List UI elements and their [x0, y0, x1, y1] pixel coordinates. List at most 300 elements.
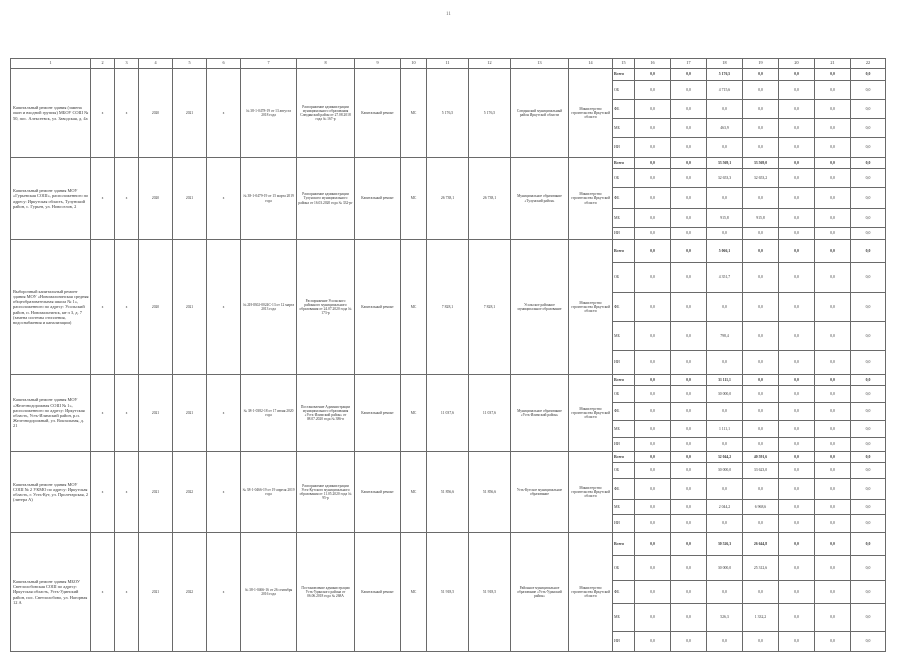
funding-value-cell: 0,0: [815, 463, 851, 479]
object-field-cell: 5 176,5: [469, 69, 511, 158]
funding-value-cell: 30 000,0: [707, 386, 743, 403]
funding-source-label: ИИ: [613, 228, 635, 240]
object-field-cell: Муниципальное образование «Усть-Илимский район»: [511, 375, 569, 452]
funding-value-cell: 0,0: [779, 263, 815, 293]
object-field-cell: х: [91, 240, 115, 375]
header-cell: 2: [91, 59, 115, 69]
funding-value-cell: 0,0: [743, 100, 779, 119]
funding-value-cell: 0,0: [851, 515, 886, 533]
funding-source-label: ОБ: [613, 463, 635, 479]
funding-value-cell: 0,0: [779, 632, 815, 652]
header-cell: 1: [11, 59, 91, 69]
funding-value-cell: 0,0: [635, 632, 671, 652]
object-field-cell: х: [115, 240, 139, 375]
object-field-cell: 2021: [173, 69, 207, 158]
funding-value-cell: 0,0: [851, 403, 886, 421]
funding-value-cell: 0,0: [851, 263, 886, 293]
funding-value-cell: 0,0: [635, 69, 671, 81]
funding-value-cell: 0,0: [743, 81, 779, 100]
funding-value-cell: 0,0: [707, 581, 743, 604]
funding-value-cell: 0,0: [851, 293, 886, 322]
object-field-cell: х: [91, 533, 115, 652]
funding-value-cell: 0,0: [779, 386, 815, 403]
funding-value-cell: 5 176,5: [707, 69, 743, 81]
funding-value-cell: 0,0: [743, 138, 779, 158]
object-name-cell: Капитальный ремонт здания МБОУ Светлолобовская СОШ по адресу: Иркутская область, Усть-Удинский район, пос. Светлолобово, ул. Нагорная 12 А: [11, 533, 91, 652]
header-cell: 4: [139, 59, 173, 69]
funding-value-cell: 0,0: [815, 81, 851, 100]
funding-value-cell: 0,0: [635, 119, 671, 138]
object-field-cell: х: [207, 452, 241, 533]
funding-value-cell: 0,0: [671, 240, 707, 263]
funding-source-label: МБ: [613, 119, 635, 138]
funding-value-cell: 0,0: [779, 479, 815, 500]
funding-value-cell: 30 000,0: [707, 556, 743, 581]
funding-source-label: Всего: [613, 69, 635, 81]
object-field-cell: № 38-1-0466-16 от 26 сентября 2016 года: [241, 533, 297, 652]
funding-value-cell: 0,0: [779, 515, 815, 533]
funding-value-cell: 0,0: [635, 293, 671, 322]
funding-value-cell: 0,0: [671, 158, 707, 169]
funding-value-cell: 0,0: [851, 386, 886, 403]
funding-value-cell: 0,0: [815, 293, 851, 322]
funding-source-label: МБ: [613, 500, 635, 515]
funding-value-cell: 0,0: [707, 438, 743, 452]
funding-value-cell: 1 111,1: [707, 421, 743, 438]
funding-value-cell: 0,0: [635, 322, 671, 351]
object-field-cell: х: [207, 533, 241, 652]
object-field-cell: 26 738,1: [427, 158, 469, 240]
funding-value-cell: 0,0: [635, 100, 671, 119]
object-field-cell: Постановление Администрации муниципального образования «Усть-Илимский район» от 08.07.2020 года № 386-п: [297, 375, 355, 452]
funding-value-cell: 0,0: [635, 452, 671, 463]
object-field-cell: Министерство строительства Иркутской области: [569, 69, 613, 158]
funding-value-cell: 0,0: [635, 403, 671, 421]
funding-value-cell: 0,0: [851, 188, 886, 209]
funding-value-cell: 33 569,0: [743, 158, 779, 169]
funding-value-cell: 0,0: [779, 169, 815, 188]
object-field-cell: МС: [401, 375, 427, 452]
object-field-cell: Распоряжение администрации муниципального образования Слюдянский район от 27.08.2018 года № 167-р: [297, 69, 355, 158]
funding-value-cell: 0,0: [779, 293, 815, 322]
funding-value-cell: 0,0: [779, 351, 815, 375]
header-cell: 8: [297, 59, 355, 69]
object-field-cell: х: [91, 158, 115, 240]
funding-value-cell: 0,0: [851, 138, 886, 158]
funding-source-label: ИИ: [613, 138, 635, 158]
funding-value-cell: 0,0: [851, 69, 886, 81]
funding-value-cell: 0,0: [635, 581, 671, 604]
funding-source-label: ФБ: [613, 188, 635, 209]
funding-value-cell: 0,0: [851, 209, 886, 228]
funding-value-cell: 33 569,1: [707, 158, 743, 169]
funding-value-cell: 0,0: [671, 322, 707, 351]
funding-value-cell: 0,0: [815, 452, 851, 463]
funding-value-cell: 0,0: [635, 438, 671, 452]
funding-source-label: ФБ: [613, 581, 635, 604]
funding-value-cell: 0,0: [671, 228, 707, 240]
funding-value-cell: 0,0: [635, 386, 671, 403]
funding-value-cell: 0,0: [851, 322, 886, 351]
object-field-cell: Министерство строительства Иркутской области: [569, 452, 613, 533]
funding-value-cell: 0,0: [779, 228, 815, 240]
funding-value-cell: 0,0: [815, 240, 851, 263]
funding-value-cell: 0,0: [707, 351, 743, 375]
funding-value-cell: 798,4: [707, 322, 743, 351]
funding-value-cell: 0,0: [743, 188, 779, 209]
funding-value-cell: 0,0: [707, 632, 743, 652]
funding-value-cell: 0,0: [707, 293, 743, 322]
funding-source-label: ФБ: [613, 100, 635, 119]
funding-value-cell: 0,0: [635, 169, 671, 188]
object-field-cell: 2022: [173, 452, 207, 533]
funding-value-cell: 0,0: [815, 604, 851, 632]
funding-value-cell: 0,0: [635, 463, 671, 479]
header-cell: 12: [469, 59, 511, 69]
object-field-cell: 2021: [173, 158, 207, 240]
funding-value-cell: 0,0: [815, 421, 851, 438]
funding-value-cell: 0,0: [707, 479, 743, 500]
header-cell: 9: [355, 59, 401, 69]
object-field-cell: 2020: [139, 158, 173, 240]
funding-source-label: Всего: [613, 240, 635, 263]
header-cell: 15: [613, 59, 635, 69]
object-field-cell: Капитальный ремонт: [355, 452, 401, 533]
funding-value-cell: 0,0: [635, 188, 671, 209]
funding-value-cell: 0,0: [779, 463, 815, 479]
funding-value-cell: 30 000,0: [707, 463, 743, 479]
funding-value-cell: 0,0: [815, 188, 851, 209]
object-field-cell: Министерство строительства Иркутской области: [569, 533, 613, 652]
object-field-cell: МС: [401, 533, 427, 652]
funding-value-cell: 0,0: [851, 375, 886, 386]
funding-value-cell: 526,3: [707, 604, 743, 632]
funding-value-cell: 0,0: [671, 452, 707, 463]
funding-value-cell: 0,0: [815, 263, 851, 293]
funding-value-cell: 0,0: [779, 375, 815, 386]
funding-value-cell: 0,0: [779, 240, 815, 263]
funding-value-cell: 0,0: [743, 375, 779, 386]
funding-value-cell: 0,0: [671, 500, 707, 515]
funding-value-cell: 0,0: [779, 138, 815, 158]
funding-value-cell: 463,9: [707, 119, 743, 138]
funding-value-cell: 0,0: [671, 81, 707, 100]
funding-value-cell: 0,0: [815, 479, 851, 500]
object-field-cell: № 2И-0302-0024С-13 от 12 марта 2013 года: [241, 240, 297, 375]
object-field-cell: Распоряжение администрации Тулунского муниципального района от 16.03.2020 года № 332-рг: [297, 158, 355, 240]
object-field-cell: х: [207, 240, 241, 375]
funding-value-cell: 0,0: [851, 479, 886, 500]
object-field-cell: Капитальный ремонт: [355, 69, 401, 158]
funding-value-cell: 0,0: [671, 209, 707, 228]
funding-value-cell: 0,0: [743, 263, 779, 293]
object-field-cell: 26 738,1: [469, 158, 511, 240]
object-name-cell: Капитальный ремонт здания МОУ СОШ № 2 УКМО по адресу: Иркутская область, г. Усть-Кут, ул. Пролетарская, 2 (литера А): [11, 452, 91, 533]
funding-source-label: ИИ: [613, 351, 635, 375]
table-row: [11, 452, 886, 463]
funding-value-cell: 0,0: [743, 421, 779, 438]
funding-value-cell: 25 312,6: [743, 556, 779, 581]
header-cell: 20: [779, 59, 815, 69]
funding-value-cell: 0,0: [815, 533, 851, 556]
header-cell: 21: [815, 59, 851, 69]
register-table: [10, 58, 886, 652]
object-field-cell: Министерство строительства Иркутской области: [569, 158, 613, 240]
object-field-cell: х: [207, 69, 241, 158]
funding-value-cell: 0,0: [779, 119, 815, 138]
funding-value-cell: 0,0: [779, 452, 815, 463]
object-field-cell: Капитальный ремонт: [355, 533, 401, 652]
object-field-cell: Министерство строительства Иркутской области: [569, 375, 613, 452]
funding-value-cell: 0,0: [671, 632, 707, 652]
object-field-cell: Распоряжение администрации Усть-Кутского муниципального образования от 11.05.2020 года № 95-р: [297, 452, 355, 533]
funding-value-cell: 0,0: [743, 69, 779, 81]
funding-source-label: МБ: [613, 421, 635, 438]
object-field-cell: 7 828,1: [427, 240, 469, 375]
funding-value-cell: 0,0: [851, 119, 886, 138]
funding-value-cell: 0,0: [815, 351, 851, 375]
funding-source-label: ФБ: [613, 479, 635, 500]
funding-value-cell: 0,0: [779, 533, 815, 556]
funding-value-cell: 0,0: [815, 581, 851, 604]
funding-value-cell: 0,0: [815, 386, 851, 403]
funding-value-cell: 0,0: [851, 452, 886, 463]
funding-value-cell: 5 066,1: [707, 240, 743, 263]
funding-value-cell: 0,0: [815, 632, 851, 652]
funding-value-cell: 0,0: [779, 100, 815, 119]
funding-value-cell: 0,0: [671, 604, 707, 632]
funding-value-cell: 0,0: [707, 188, 743, 209]
funding-value-cell: 0,0: [851, 158, 886, 169]
object-field-cell: х: [91, 375, 115, 452]
object-field-cell: Усть-Кутское муниципальное образование: [511, 452, 569, 533]
header-cell: 11: [427, 59, 469, 69]
funding-source-label: МБ: [613, 322, 635, 351]
object-field-cell: 51 918,5: [427, 533, 469, 652]
funding-value-cell: 0,0: [815, 138, 851, 158]
funding-value-cell: 0,0: [851, 240, 886, 263]
funding-value-cell: 0,0: [851, 351, 886, 375]
funding-value-cell: 0,0: [815, 228, 851, 240]
object-field-cell: МС: [401, 69, 427, 158]
object-field-cell: 2021: [173, 240, 207, 375]
object-field-cell: МС: [401, 240, 427, 375]
funding-value-cell: 0,0: [635, 375, 671, 386]
funding-value-cell: 0,0: [779, 209, 815, 228]
funding-value-cell: 0,0: [707, 228, 743, 240]
funding-value-cell: 0,0: [671, 351, 707, 375]
funding-value-cell: 0,0: [743, 632, 779, 652]
funding-value-cell: 0,0: [671, 100, 707, 119]
funding-value-cell: 0,0: [671, 138, 707, 158]
funding-value-cell: 0,0: [743, 386, 779, 403]
funding-value-cell: 31 111,1: [707, 375, 743, 386]
funding-value-cell: 0,0: [635, 351, 671, 375]
object-field-cell: Районное муниципальное образование «Усть-Удинский район»: [511, 533, 569, 652]
funding-value-cell: 0,0: [671, 169, 707, 188]
funding-value-cell: 0,0: [851, 438, 886, 452]
funding-value-cell: 0,0: [635, 515, 671, 533]
funding-value-cell: 0,0: [743, 228, 779, 240]
funding-source-label: ОБ: [613, 386, 635, 403]
funding-value-cell: 30 526,3: [707, 533, 743, 556]
funding-value-cell: 0,0: [779, 500, 815, 515]
funding-value-cell: 0,0: [779, 581, 815, 604]
funding-value-cell: 0,0: [671, 515, 707, 533]
object-field-cell: № 38-1-0479-19 от 15 марта 2019 года: [241, 158, 297, 240]
funding-value-cell: 0,0: [815, 403, 851, 421]
object-field-cell: 2020: [139, 240, 173, 375]
funding-source-label: ИИ: [613, 438, 635, 452]
header-cell: 16: [635, 59, 671, 69]
funding-value-cell: 0,0: [815, 556, 851, 581]
funding-value-cell: 6 968,6: [743, 500, 779, 515]
funding-value-cell: 0,0: [635, 158, 671, 169]
funding-value-cell: 0,0: [851, 81, 886, 100]
object-field-cell: 2021: [139, 375, 173, 452]
funding-value-cell: 0,0: [779, 403, 815, 421]
funding-value-cell: 0,0: [635, 604, 671, 632]
object-field-cell: х: [115, 452, 139, 533]
funding-value-cell: 0,0: [671, 438, 707, 452]
funding-value-cell: 32 653,2: [743, 169, 779, 188]
funding-value-cell: 0,0: [635, 421, 671, 438]
object-field-cell: х: [91, 69, 115, 158]
header-cell: 14: [569, 59, 613, 69]
header-cell: 18: [707, 59, 743, 69]
funding-value-cell: 0,0: [671, 263, 707, 293]
object-field-cell: х: [207, 158, 241, 240]
object-field-cell: Капитальный ремонт: [355, 240, 401, 375]
funding-source-label: Всего: [613, 158, 635, 169]
funding-value-cell: 0,0: [635, 479, 671, 500]
funding-source-label: ОБ: [613, 556, 635, 581]
table-row: [11, 240, 886, 263]
funding-source-label: ОБ: [613, 169, 635, 188]
funding-value-cell: 0,0: [815, 158, 851, 169]
funding-value-cell: 0,0: [635, 263, 671, 293]
funding-value-cell: 0,0: [851, 169, 886, 188]
funding-value-cell: 915,8: [743, 209, 779, 228]
funding-value-cell: 0,0: [671, 386, 707, 403]
funding-value-cell: 0,0: [851, 533, 886, 556]
table-row: [11, 533, 886, 556]
funding-value-cell: 0,0: [779, 604, 815, 632]
funding-value-cell: 0,0: [815, 515, 851, 533]
funding-source-label: ФБ: [613, 293, 635, 322]
funding-value-cell: 0,0: [743, 322, 779, 351]
funding-value-cell: 0,0: [815, 500, 851, 515]
funding-value-cell: 0,0: [671, 463, 707, 479]
funding-value-cell: 0,0: [671, 375, 707, 386]
object-field-cell: х: [207, 375, 241, 452]
funding-value-cell: 0,0: [743, 515, 779, 533]
funding-value-cell: 0,0: [635, 556, 671, 581]
funding-value-cell: 0,0: [851, 463, 886, 479]
funding-value-cell: 40 591,6: [743, 452, 779, 463]
header-cell: 17: [671, 59, 707, 69]
funding-value-cell: 0,0: [743, 293, 779, 322]
table-row: [11, 69, 886, 81]
funding-value-cell: 0,0: [671, 188, 707, 209]
funding-value-cell: 0,0: [671, 581, 707, 604]
funding-value-cell: 0,0: [851, 228, 886, 240]
funding-value-cell: 1 332,2: [743, 604, 779, 632]
object-name-cell: Капитальный ремонт здания МОУ «Гурьевская СОШ», расположенного по адресу: Иркутская область, Тулунский район, с. Гурьев, ул. Новоселов, 2: [11, 158, 91, 240]
funding-value-cell: 0,0: [815, 100, 851, 119]
funding-value-cell: 0,0: [851, 632, 886, 652]
funding-source-label: ФБ: [613, 403, 635, 421]
funding-value-cell: 0,0: [635, 228, 671, 240]
funding-value-cell: 0,0: [743, 403, 779, 421]
funding-value-cell: 0,0: [815, 322, 851, 351]
object-field-cell: № 38-1-0382-18 от 17 июня 2020 года: [241, 375, 297, 452]
funding-value-cell: 26 644,8: [743, 533, 779, 556]
funding-value-cell: 0,0: [707, 100, 743, 119]
funding-value-cell: 0,0: [707, 403, 743, 421]
funding-value-cell: 0,0: [815, 169, 851, 188]
object-field-cell: Капитальный ремонт: [355, 375, 401, 452]
header-cell: 5: [173, 59, 207, 69]
funding-value-cell: 0,0: [671, 421, 707, 438]
header-cell: 13: [511, 59, 569, 69]
funding-value-cell: 0,0: [779, 322, 815, 351]
header-cell: 22: [851, 59, 886, 69]
funding-source-label: ИИ: [613, 632, 635, 652]
funding-value-cell: 32 653,3: [707, 169, 743, 188]
funding-value-cell: 0,0: [815, 375, 851, 386]
object-field-cell: 2021: [139, 452, 173, 533]
funding-value-cell: 0,0: [671, 479, 707, 500]
funding-value-cell: 0,0: [671, 403, 707, 421]
object-field-cell: 7 828,1: [469, 240, 511, 375]
funding-value-cell: 0,0: [851, 500, 886, 515]
funding-value-cell: 0,0: [779, 188, 815, 209]
page-number: 11: [446, 12, 451, 17]
funding-value-cell: 0,0: [743, 240, 779, 263]
funding-value-cell: 0,0: [743, 119, 779, 138]
funding-value-cell: 0,0: [671, 533, 707, 556]
object-field-cell: 2022: [173, 533, 207, 652]
funding-value-cell: 0,0: [635, 533, 671, 556]
header-cell: 10: [401, 59, 427, 69]
funding-value-cell: 32 044,2: [707, 452, 743, 463]
object-field-cell: х: [115, 533, 139, 652]
funding-value-cell: 0,0: [815, 69, 851, 81]
object-field-cell: МС: [401, 158, 427, 240]
funding-source-label: ИИ: [613, 515, 635, 533]
object-field-cell: № 38-1-0466-19 от 19 апреля 2019 года: [241, 452, 297, 533]
object-field-cell: 11 037,6: [469, 375, 511, 452]
object-field-cell: х: [115, 69, 139, 158]
funding-value-cell: 0,0: [743, 581, 779, 604]
table-row: [11, 375, 886, 386]
funding-source-label: Всего: [613, 375, 635, 386]
funding-value-cell: 0,0: [851, 581, 886, 604]
funding-value-cell: 0,0: [851, 604, 886, 632]
object-field-cell: 51 856,6: [427, 452, 469, 533]
funding-value-cell: 0,0: [671, 556, 707, 581]
funding-value-cell: 0,0: [851, 421, 886, 438]
funding-source-label: Всего: [613, 533, 635, 556]
funding-value-cell: 33 623,0: [743, 463, 779, 479]
header-cell: 6: [207, 59, 241, 69]
funding-value-cell: 0,0: [671, 119, 707, 138]
funding-source-label: ОБ: [613, 81, 635, 100]
funding-value-cell: 0,0: [779, 158, 815, 169]
funding-value-cell: 0,0: [635, 240, 671, 263]
funding-value-cell: 915,8: [707, 209, 743, 228]
